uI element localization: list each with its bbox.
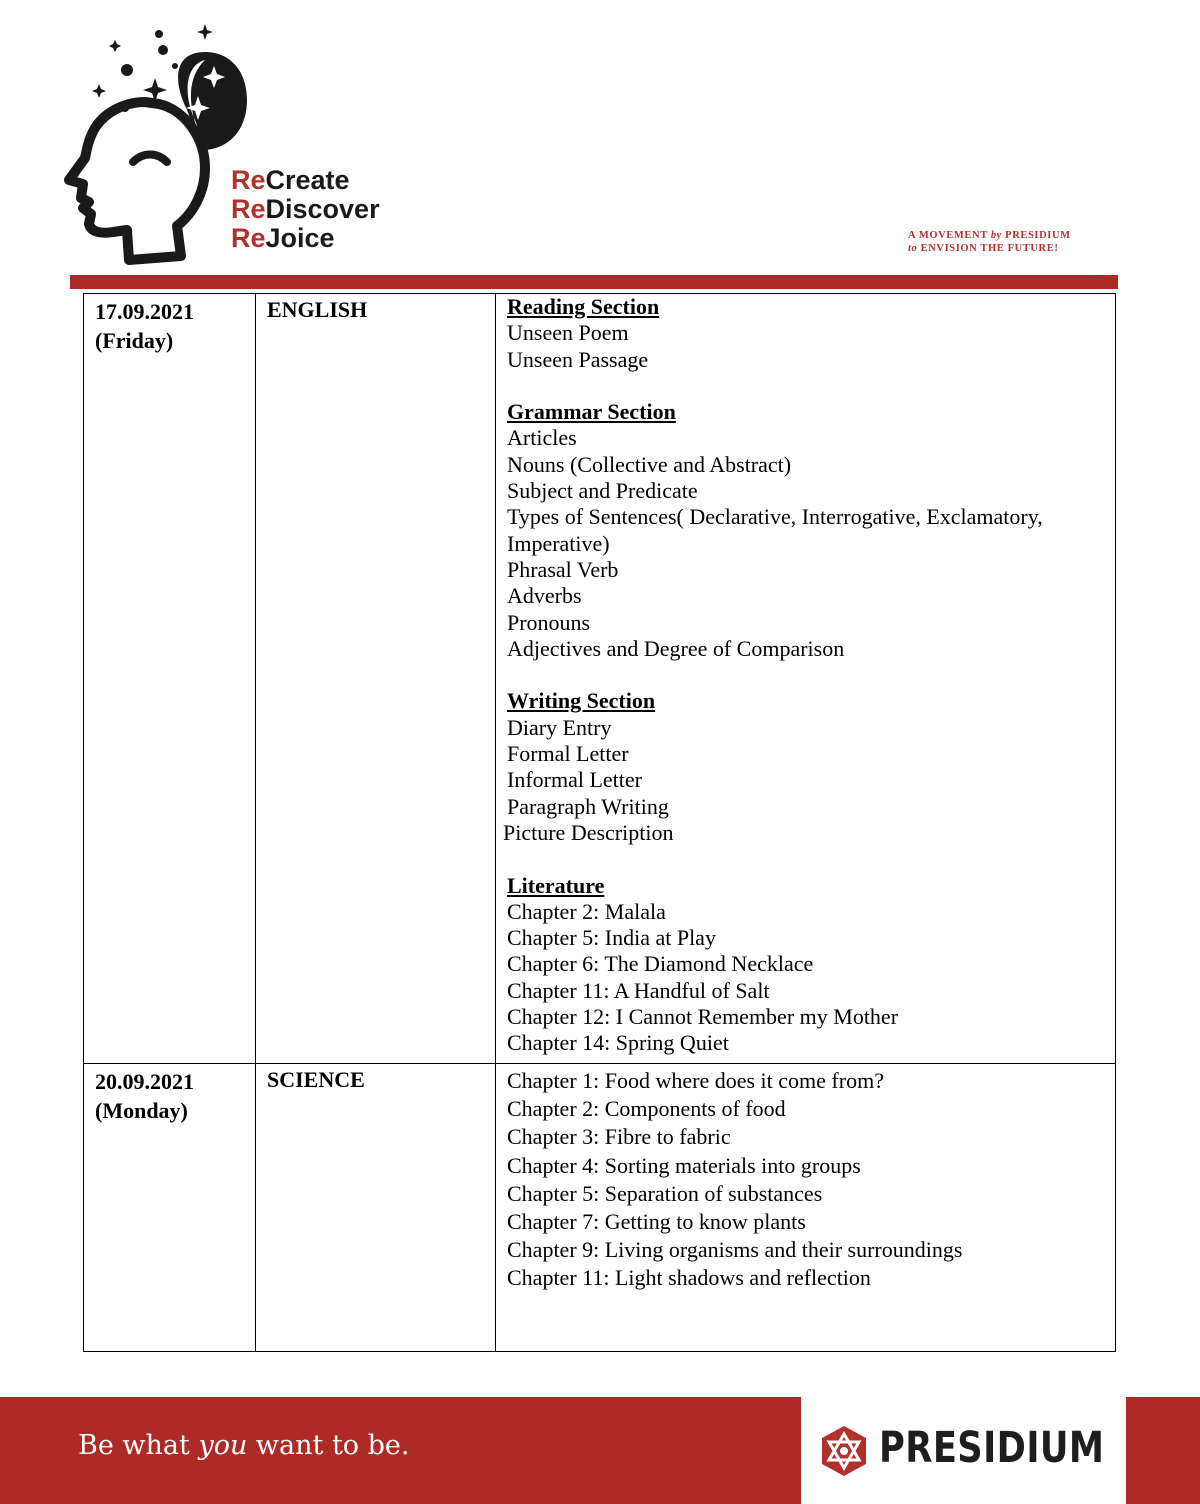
list-item: Chapter 9: Living organisms and their surroundings	[507, 1237, 963, 1263]
subject-name: ENGLISH	[267, 297, 368, 322]
exam-date: 17.09.2021	[95, 299, 194, 324]
list-item: Unseen Passage	[507, 346, 649, 372]
exam-date: 20.09.2021	[95, 1069, 194, 1094]
list-item: Chapter 11: A Handful of Salt	[507, 977, 770, 1003]
list-item: Formal Letter	[507, 741, 629, 767]
list-item: Informal Letter	[507, 767, 642, 793]
presidium-brand	[801, 1397, 1126, 1504]
list-item: Subject and Predicate	[507, 478, 698, 504]
brand-name: PRESIDIUM	[879, 1423, 1105, 1473]
section-heading: Writing Section	[507, 688, 656, 714]
footer-slogan: Be what you want to be.	[78, 1430, 410, 1461]
list-item: Unseen Poem	[507, 320, 629, 346]
list-item: Chapter 7: Getting to know plants	[507, 1209, 806, 1235]
date-cell	[84, 1064, 256, 1352]
header-divider	[70, 275, 1118, 289]
list-item: Chapter 11: Light shadows and reflection	[507, 1265, 871, 1291]
logo-wordmark	[231, 166, 380, 253]
subject-cell	[256, 1064, 496, 1352]
logo-line-rediscover: ReDiscover	[231, 194, 380, 224]
logo-line-rejoice: ReJoice	[231, 223, 335, 253]
subject-cell	[256, 294, 496, 1064]
list-item: Chapter 5: India at Play	[507, 925, 716, 951]
list-item: Diary Entry	[507, 714, 612, 740]
list-item: Adjectives and Degree of Comparison	[507, 635, 845, 661]
exam-day: (Monday)	[95, 1098, 188, 1123]
date-cell	[84, 294, 256, 1064]
presidium-star-icon	[817, 1424, 871, 1478]
subject-name: SCIENCE	[267, 1067, 365, 1092]
list-item: Phrasal Verb	[507, 556, 619, 582]
exam-day: (Friday)	[95, 328, 174, 353]
table-row	[84, 1064, 1116, 1352]
footer-banner	[0, 1397, 1200, 1504]
list-item: Types of Sentences( Declarative, Interrogative, Exclamatory,	[507, 504, 1043, 530]
list-item: Chapter 6: The Diamond Necklace	[507, 951, 814, 977]
list-item: Picture Description	[503, 819, 674, 845]
section-heading: Grammar Section	[507, 399, 676, 425]
list-item: Imperative)	[507, 530, 610, 556]
section-heading: Reading Section	[507, 294, 660, 319]
list-item: Chapter 14: Spring Quiet	[507, 1030, 729, 1056]
syllabus-cell	[496, 294, 1116, 1064]
syllabus-cell	[496, 1064, 1116, 1352]
list-item: Chapter 4: Sorting materials into groups	[507, 1152, 861, 1178]
list-item: Articles	[507, 425, 577, 451]
list-item: Chapter 1: Food where does it come from?	[507, 1068, 884, 1093]
list-item: Adverbs	[507, 583, 582, 609]
list-item: Chapter 12: I Cannot Remember my Mother	[507, 1004, 899, 1030]
exam-schedule-table	[83, 293, 1116, 1352]
list-item: Paragraph Writing	[507, 793, 669, 819]
section-heading: Literature	[507, 872, 605, 898]
list-item: Nouns (Collective and Abstract)	[507, 451, 792, 477]
list-item: Chapter 3: Fibre to fabric	[507, 1124, 731, 1150]
list-item: Chapter 5: Separation of substances	[507, 1180, 823, 1206]
movement-tagline: A MOVEMENT by PRESIDIUM to ENVISION THE FUTURE!	[908, 230, 1071, 254]
list-item: Pronouns	[507, 609, 591, 635]
list-item: Chapter 2: Components of food	[507, 1096, 786, 1122]
logo-line-recreate: ReCreate	[231, 165, 350, 195]
list-item: Chapter 2: Malala	[507, 898, 666, 924]
table-row	[84, 294, 1116, 1064]
